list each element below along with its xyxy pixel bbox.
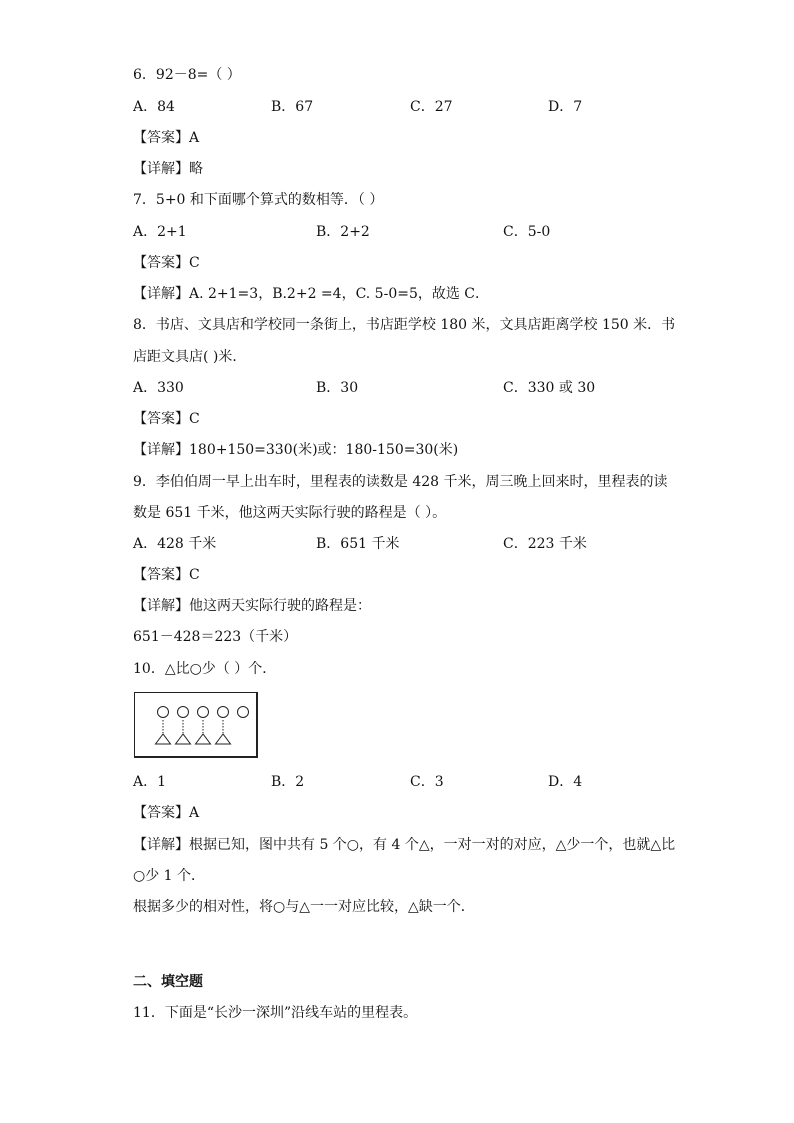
q10-detail-line3: 根据多少的相对性，将○与△一一对应比较，△缺一个．	[133, 899, 475, 915]
q9-stem-line1: 9．李伯伯周一早上出车时，里程表的读数是 428 千米，周三晚上回来时，里程表的读	[133, 474, 668, 490]
q6-option-d: D．7	[548, 99, 583, 115]
q7-stem: 7．5+0 和下面哪个算式的数相等．（ ）	[133, 192, 384, 208]
circle-shape	[158, 707, 169, 718]
circle-shape	[218, 707, 229, 718]
q8-option-b: B．30	[316, 380, 359, 396]
circle-row	[158, 707, 249, 718]
q7-detail: 【详解】A. 2+1=3，B.2+2 =4，C. 5-0=5，故选 C．	[133, 286, 490, 302]
section-title-fill-in: 二、填空题	[133, 974, 203, 990]
triangle-shape	[216, 734, 231, 744]
q9-option-a: A．428 千米	[133, 536, 217, 552]
q8-option-c: C．330 或 30	[503, 380, 596, 396]
q9-answer: 【答案】C	[133, 567, 200, 583]
circle-shape	[178, 707, 189, 718]
q6-answer: 【答案】A	[133, 130, 200, 146]
q8-options	[133, 379, 693, 397]
q10-option-a: A．1	[133, 774, 167, 790]
q9-stem-line2: 数是 651 千米，他这两天实际行驶的路程是（ ）。	[133, 505, 447, 521]
q9-detail-line1: 【详解】他这两天实际行驶的路程是：	[133, 598, 371, 614]
q6-option-c: C．27	[410, 99, 453, 115]
q9-option-b: B．651 千米	[316, 536, 400, 552]
q6-detail: 【详解】略	[133, 161, 203, 177]
circles-triangles-diagram	[135, 693, 257, 757]
q8-stem-line2: 店距文具店( )米．	[133, 349, 247, 365]
circle-shape	[198, 707, 209, 718]
triangle-shape	[176, 734, 191, 744]
q11-stem: 11．下面是“长沙一深圳”沿线车站的里程表。	[133, 1005, 418, 1021]
q6-option-a: A．84	[133, 99, 175, 115]
q10-answer: 【答案】A	[133, 805, 200, 821]
q10-option-b: B．2	[271, 774, 305, 790]
q7-options	[133, 223, 693, 241]
triangle-shape	[196, 734, 211, 744]
q8-stem-line1: 8．书店、文具店和学校同一条街上，书店距学校 180 米，文具店距离学校 150 米．书	[133, 317, 676, 333]
q10-option-c: C．3	[410, 774, 444, 790]
q10-options	[133, 773, 693, 791]
q9-detail-line2: 651－428＝223（千米）	[133, 629, 298, 645]
q10-option-d: D．4	[548, 774, 583, 790]
q8-answer: 【答案】C	[133, 411, 200, 427]
q8-option-a: A．330	[133, 380, 184, 396]
q7-option-a: A．2+1	[133, 224, 187, 240]
q7-option-b: B．2+2	[316, 224, 370, 240]
q10-stem: 10．△比○少（ ）个．	[133, 661, 277, 677]
q10-figure	[134, 692, 258, 758]
q7-answer: 【答案】C	[133, 255, 200, 271]
q6-options	[133, 98, 693, 116]
q10-detail-line1: 【详解】根据已知，图中共有 5 个○，有 4 个△，一对一对的对应，△少一个，也就△比	[133, 837, 676, 853]
q9-options	[133, 535, 693, 553]
q6-stem: 6．92－8=（ ）	[133, 67, 241, 83]
circle-shape	[238, 707, 249, 718]
q10-detail-line2: ○少 1 个．	[133, 868, 206, 884]
q8-detail: 【详解】180+150=330(米)或：180-150=30(米)	[133, 442, 459, 458]
triangle-shape	[156, 734, 171, 744]
dotted-link-row	[163, 720, 223, 733]
q6-option-b: B．67	[271, 99, 314, 115]
triangle-row	[156, 734, 231, 744]
q9-option-c: C．223 千米	[503, 536, 587, 552]
q7-option-c: C．5-0	[503, 224, 551, 240]
